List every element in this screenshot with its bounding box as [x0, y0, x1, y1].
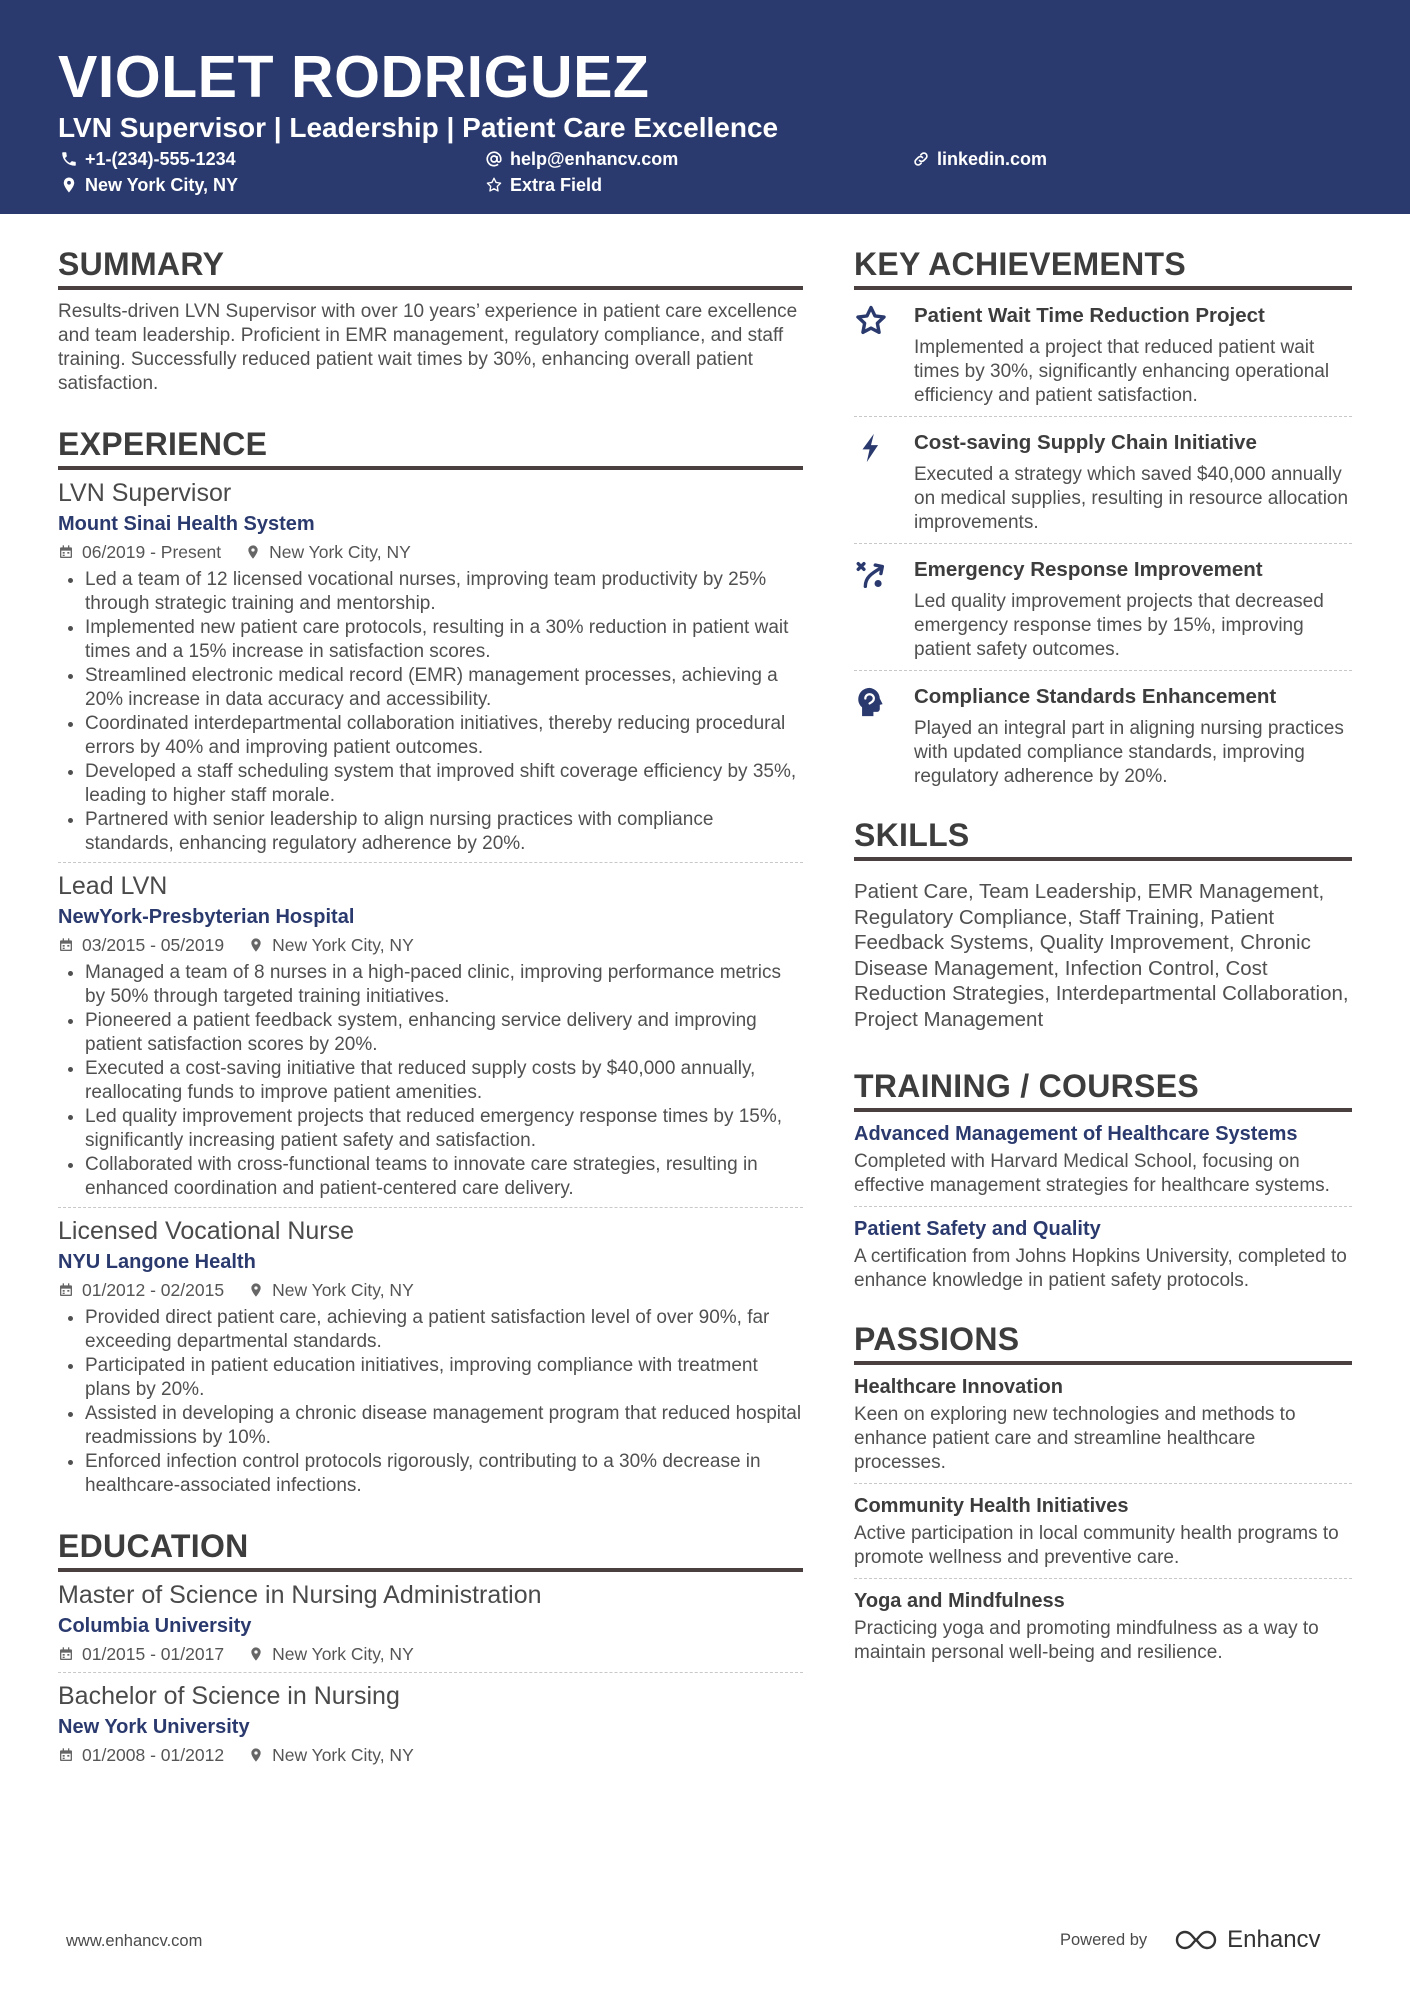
job-entry [58, 1214, 803, 1504]
contact-email[interactable]: help@enhancv.com [485, 148, 678, 170]
footer-branding [1060, 1926, 1321, 1954]
school-name: Columbia University [58, 1615, 252, 1637]
location-pin-icon [60, 176, 78, 194]
education-entry [58, 1679, 803, 1773]
bullet-item: • Coordinated interdepartmental collaboration initiatives, thereby reducing procedural errors by 40% and improving patient outcomes. [85, 712, 803, 760]
calendar-icon [58, 937, 74, 953]
job-meta [58, 933, 803, 957]
brand-name: Enhancv [1227, 1926, 1321, 1953]
bullet-item: • Executed a cost-saving initiative that reduced supply costs by $40,000 annually, reallocating funds to improve patient amenities. [85, 1057, 803, 1105]
bullet-item: • Implemented new patient care protocols, resulting in a 30% reduction in patient wait times and a 15% increase in satisfaction scores. [85, 616, 803, 664]
achievement-title: Patient Wait Time Reduction Project [914, 304, 1265, 327]
achievement-desc: Played an integral part in aligning nursing practices with updated compliance standards, improving regulatory adherence by 20%. [914, 718, 1344, 787]
passions-section [854, 1319, 1352, 1673]
enhancv-logo-icon [1173, 1927, 1219, 1953]
education-location: New York City, NY [272, 1644, 414, 1664]
education-section [58, 1526, 803, 1773]
school-name: New York University [58, 1716, 250, 1738]
company-name: NYU Langone Health [58, 1251, 256, 1273]
passion-title: Yoga and Mindfulness [854, 1590, 1065, 1612]
passion-desc: Keen on exploring new technologies and methods to enhance patient care and streamline healthcare processes. [854, 1404, 1296, 1473]
contact-location: New York City, NY [60, 174, 238, 196]
bullet-item: • Provided direct patient care, achieving a patient satisfaction level of over 90%, far exceeding departmental standards. [85, 1306, 803, 1354]
education-entry [58, 1578, 803, 1673]
bullet-item: • Assisted in developing a chronic disease management program that reduced hospital readmissions by 10%. [85, 1402, 803, 1450]
achievement-desc: Executed a strategy which saved $40,000 annually on medical supplies, resulting in resource allocation improvements. [914, 464, 1349, 533]
passion-title: Community Health Initiatives [854, 1495, 1129, 1517]
skills-text: Patient Care, Team Leadership, EMR Management, Regulatory Compliance, Staff Training, Patient Feedback Systems, Quality Improvement, Chronic Disease Management, Infection Control, Cost Reduction Strategies, Interdepartmental Collaboration, Project Management [854, 880, 1349, 1031]
course-title: Patient Safety and Quality [854, 1218, 1101, 1240]
section-title: KEY ACHIEVEMENTS [854, 244, 1352, 290]
achievement-title: Emergency Response Improvement [914, 558, 1263, 581]
bullet-item: • Managed a team of 8 nurses in a high-paced clinic, improving performance metrics by 50% through targeted training initiatives. [85, 961, 803, 1009]
job-meta [58, 1278, 803, 1302]
achievement-item [854, 417, 1352, 544]
location-pin-icon [248, 1646, 264, 1662]
strategy-icon [854, 556, 898, 662]
candidate-headline: LVN Supervisor | Leadership | Patient Care Excellence [58, 112, 779, 143]
section-title: SUMMARY [58, 244, 803, 290]
job-entry [58, 476, 803, 863]
education-dates: 01/2008 - 01/2012 [82, 1745, 225, 1765]
resume-header [0, 0, 1410, 214]
achievement-desc: Implemented a project that reduced patient wait times by 30%, significantly enhancing operational efficiency and patient satisfaction. [914, 337, 1330, 406]
job-dates: 01/2012 - 02/2015 [82, 1280, 225, 1300]
footer-website[interactable]: www.enhancv.com [66, 1932, 203, 1950]
job-location: New York City, NY [269, 542, 411, 562]
bullet-item: • Pioneered a patient feedback system, enhancing service delivery and improving patient satisfaction scores by 20%. [85, 1009, 803, 1057]
head-brain-icon [854, 683, 898, 789]
candidate-name: VIOLET RODRIGUEZ [58, 44, 650, 110]
bullet-item: • Developed a staff scheduling system that improved shift coverage efficiency by 35%, leading to higher staff morale. [85, 760, 803, 808]
job-title: Licensed Vocational Nurse [58, 1217, 355, 1245]
achievement-item [854, 544, 1352, 671]
course-desc: A certification from Johns Hopkins University, completed to enhance knowledge in patient safety protocols. [854, 1246, 1347, 1291]
job-dates: 06/2019 - Present [82, 542, 222, 562]
location-pin-icon [248, 1282, 264, 1298]
degree-title: Master of Science in Nursing Administration [58, 1581, 542, 1609]
contact-extra: Extra Field [485, 174, 602, 196]
education-meta [58, 1642, 803, 1666]
brand-logo[interactable] [1173, 1926, 1320, 1954]
job-bullets [58, 1306, 803, 1498]
calendar-icon [58, 1282, 74, 1298]
section-title: SKILLS [854, 815, 1352, 861]
summary-section [58, 244, 803, 396]
passion-desc: Practicing yoga and promoting mindfulness as a way to maintain personal well-being and resilience. [854, 1618, 1319, 1663]
bullet-item: • Collaborated with cross-functional teams to innovate care strategies, resulting in enhanced coordination and patient-centered care delivery. [85, 1153, 803, 1201]
skills-section [854, 815, 1352, 1032]
bullet-item: • Enforced infection control protocols rigorously, contributing to a 30% decrease in healthcare-associated infections. [85, 1450, 803, 1498]
achievement-item [854, 671, 1352, 797]
company-name: Mount Sinai Health System [58, 513, 315, 535]
achievements-section [854, 244, 1352, 797]
passion-title: Healthcare Innovation [854, 1376, 1063, 1398]
left-column [58, 244, 803, 1777]
contact-linkedin[interactable]: linkedin.com [912, 148, 1047, 170]
bullet-item: • Participated in patient education initiatives, improving compliance with treatment plans by 20%. [85, 1354, 803, 1402]
achievement-title: Cost-saving Supply Chain Initiative [914, 431, 1257, 454]
course-item [854, 1207, 1352, 1301]
calendar-icon [58, 544, 74, 560]
section-title: PASSIONS [854, 1319, 1352, 1365]
location-pin-icon [248, 1747, 264, 1763]
education-location: New York City, NY [272, 1745, 414, 1765]
lightning-icon [854, 429, 898, 535]
calendar-icon [58, 1646, 74, 1662]
passion-item [854, 1365, 1352, 1484]
powered-by-label: Powered by [1060, 1930, 1148, 1949]
job-bullets [58, 961, 803, 1201]
course-item [854, 1112, 1352, 1207]
at-icon [485, 150, 503, 168]
job-location: New York City, NY [272, 1280, 414, 1300]
location-pin-icon [245, 544, 261, 560]
education-dates: 01/2015 - 01/2017 [82, 1644, 225, 1664]
star-outline-icon [485, 176, 503, 194]
section-title: EXPERIENCE [58, 424, 803, 470]
experience-section [58, 424, 803, 1504]
passion-item [854, 1579, 1352, 1673]
section-title: TRAINING / COURSES [854, 1066, 1352, 1112]
course-desc: Completed with Harvard Medical School, focusing on effective management strategies for healthcare systems. [854, 1151, 1330, 1196]
passion-desc: Active participation in local community health programs to promote wellness and preventive care. [854, 1523, 1339, 1568]
company-name: NewYork-Presbyterian Hospital [58, 906, 355, 928]
achievement-item [854, 290, 1352, 417]
calendar-icon [58, 1747, 74, 1763]
degree-title: Bachelor of Science in Nursing [58, 1682, 400, 1710]
course-title: Advanced Management of Healthcare Systems [854, 1123, 1298, 1145]
star-icon [854, 302, 898, 408]
bullet-item: • Led quality improvement projects that reduced emergency response times by 15%, significantly increasing patient safety and satisfaction. [85, 1105, 803, 1153]
job-bullets [58, 568, 803, 856]
job-dates: 03/2015 - 05/2019 [82, 935, 225, 955]
bullet-item: • Partnered with senior leadership to align nursing practices with compliance standards, enhancing regulatory adherence by 20%. [85, 808, 803, 856]
achievement-desc: Led quality improvement projects that decreased emergency response times by 15%, improving patient safety outcomes. [914, 591, 1324, 660]
summary-text: Results-driven LVN Supervisor with over 10 years’ experience in patient care excellence and team leadership. Proficient in EMR management, regulatory compliance, and staff training. Successfully reduced patient wait times by 30%, enhancing overall patient satisfaction. [58, 301, 798, 394]
location-pin-icon [248, 937, 264, 953]
link-icon [912, 150, 930, 168]
bullet-item: • Led a team of 12 licensed vocational nurses, improving team productivity by 25% through strategic training and mentorship. [85, 568, 803, 616]
job-meta [58, 540, 803, 564]
job-entry [58, 869, 803, 1208]
section-title: EDUCATION [58, 1526, 803, 1572]
education-meta [58, 1743, 803, 1767]
job-title: LVN Supervisor [58, 479, 232, 507]
passion-item [854, 1484, 1352, 1579]
right-column [854, 244, 1352, 1673]
job-location: New York City, NY [272, 935, 414, 955]
training-section [854, 1066, 1352, 1301]
bullet-item: • Streamlined electronic medical record (EMR) management processes, achieving a 20% increase in data accuracy and accessibility. [85, 664, 803, 712]
job-title: Lead LVN [58, 872, 168, 900]
contact-phone: +1-(234)-555-1234 [60, 148, 236, 170]
phone-icon [60, 150, 78, 168]
achievement-title: Compliance Standards Enhancement [914, 685, 1277, 708]
